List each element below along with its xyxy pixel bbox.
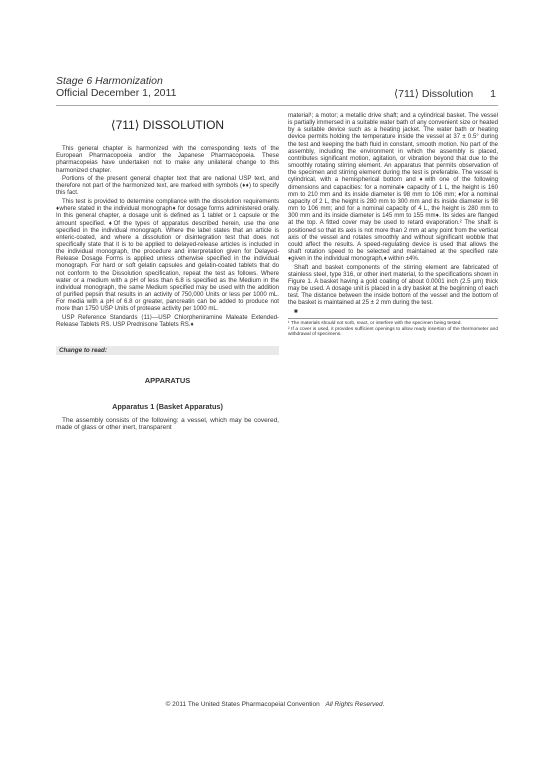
official-date: Official December 1, 2011 bbox=[56, 87, 177, 99]
page-number: 1 bbox=[490, 88, 496, 100]
end-mark: ■ bbox=[294, 308, 298, 315]
right-column bbox=[288, 112, 498, 338]
paragraph: This general chapter is harmonized with the corresponding texts of the European Pharmacopoeia and/or the Japanese Pharmacopoeia. These pharmacopeias have undertaken not to make any unilateral change to this harmonized chapter. bbox=[56, 145, 279, 174]
paragraph: The assembly consists of the following: a vessel, which may be covered, made of glass or other inert, transparent bbox=[56, 416, 279, 432]
footnotes bbox=[288, 318, 498, 338]
paragraph: This test is provided to determine compliance with the dissolution requirements ♦where stated in the individual monograph♦ for dosage forms administered orally. In this general chapter, a dosage unit is defined as 1 tablet or 1 capsule or the amount specified. ♦Of the types of apparatus described herein, use the one specified in the individual monograph. Where the label states that an article is enteric-coated, and where a dissolution or disintegration test that does not specifically state that it is to be applied to delayed-release articles is included in the individual monograph, the procedure and interpretation given for Delayed-Release Dosage Forms is applied unless otherwise specified in the individual monograph. For hard or soft gelatin capsules and gelatin-coated tablets that do not conform to the Dissolution specification, repeat the test as follows. Where water or a medium with a pH of less than 6.8 is specified as the Medium in the individual monograph, the same Medium specified may be used with the addition of purified pepsin that results in an activity of 750,000 Units or less per 1000 mL. For media with a pH of 6.8 or greater, pancreatin can be added to produce not more than 1750 USP Units of protease activity per 1000 mL. bbox=[56, 198, 279, 313]
chapter-name: ⟨711⟩ Dissolution bbox=[394, 88, 474, 100]
paragraph: material¹; a motor; a metallic drive shaft; and a cylindrical basket. The vessel is partially immersed in a suitable water bath of any convenient size or heated by a suitable device such as a heating jacket. The water bath or heating device permits holding the temperature inside the vessel at 37 ± 0.5° during the test and keeping the bath fluid in constant, smooth motion. No part of the assembly, including the environment in which the assembly is placed, contributes significant motion, agitation, or vibration beyond that due to the smoothly rotating stirring element. An apparatus that permits observation of the specimen and stirring element during the test is preferable. The vessel is cylindrical, with a hemispherical bottom and ♦with one of the following dimensions and capacities: for a nominal♦ capacity of 1 L, the height is 160 mm to 210 mm and its inside diameter is 98 mm to 106 mm; ♦for a nominal capacity of 2 L, the height is 280 mm to 300 mm and its inside diameter is 98 mm to 106 mm; and for a nominal capacity of 4 L, the height is 280 mm to 300 mm and its inside diameter is 145 mm to 155 mm♦. Its sides are flanged at the top. A fitted cover may be used to retard evaporation.² The shaft is positioned so that its axis is not more than 2 mm at any point from the vertical axis of the vessel and rotates smoothly and without significant wobble that could affect the results. A speed-regulating device is used that allows the shaft rotation speed to be selected and maintained at the specified rate ♦given in the individual monograph,♦ within ±4%. bbox=[288, 112, 498, 263]
left-column bbox=[56, 112, 279, 434]
footnote: ¹ The materials should not sorb, react, or interfere with the specimen being tested. bbox=[288, 321, 462, 327]
stage-label: Stage 6 Harmonization bbox=[56, 75, 163, 87]
running-head bbox=[394, 88, 496, 100]
subsection-heading: Apparatus 1 (Basket Apparatus) bbox=[112, 401, 223, 411]
page-footer bbox=[0, 701, 550, 708]
paragraph: Shaft and basket components of the stirring element are fabricated of stainless steel, type 316, or other inert material, to the specifications shown in Figure 1. A basket having a gold coating of about 0.0001 inch (2.5 µm) thick may be used. A dosage unit is placed in a dry basket at the beginning of each test. The distance between the inside bottom of the vessel and the bottom of the basket is maintained at 25 ± 2 mm during the test. bbox=[288, 263, 498, 307]
footnote: ² If a cover is used, it provides sufficient openings to allow ready insertion of the thermometer and withdrawal of specimens. bbox=[288, 326, 498, 338]
rights-text: All Rights Reserved. bbox=[325, 701, 385, 708]
chapter-title: ⟨711⟩ DISSOLUTION bbox=[110, 118, 225, 132]
page-header bbox=[56, 75, 496, 99]
section-heading: APPARATUS bbox=[144, 376, 191, 386]
paragraph: Portions of the present general chapter text that are national USP text, and therefore not part of the harmonized text, are marked with symbols (♦♦) to specify this fact. bbox=[56, 175, 279, 197]
copyright-text: © 2011 The United States Pharmacopeial Convention bbox=[165, 701, 320, 708]
paragraph: USP Reference Standards ⟨11⟩—USP Chlorpheniramine Maleate Extended-Release Tablets RS. USP Prednisone Tablets RS.♦ bbox=[56, 313, 279, 329]
header-rule bbox=[56, 105, 498, 106]
change-to-read-label: Change to read: bbox=[56, 346, 279, 355]
